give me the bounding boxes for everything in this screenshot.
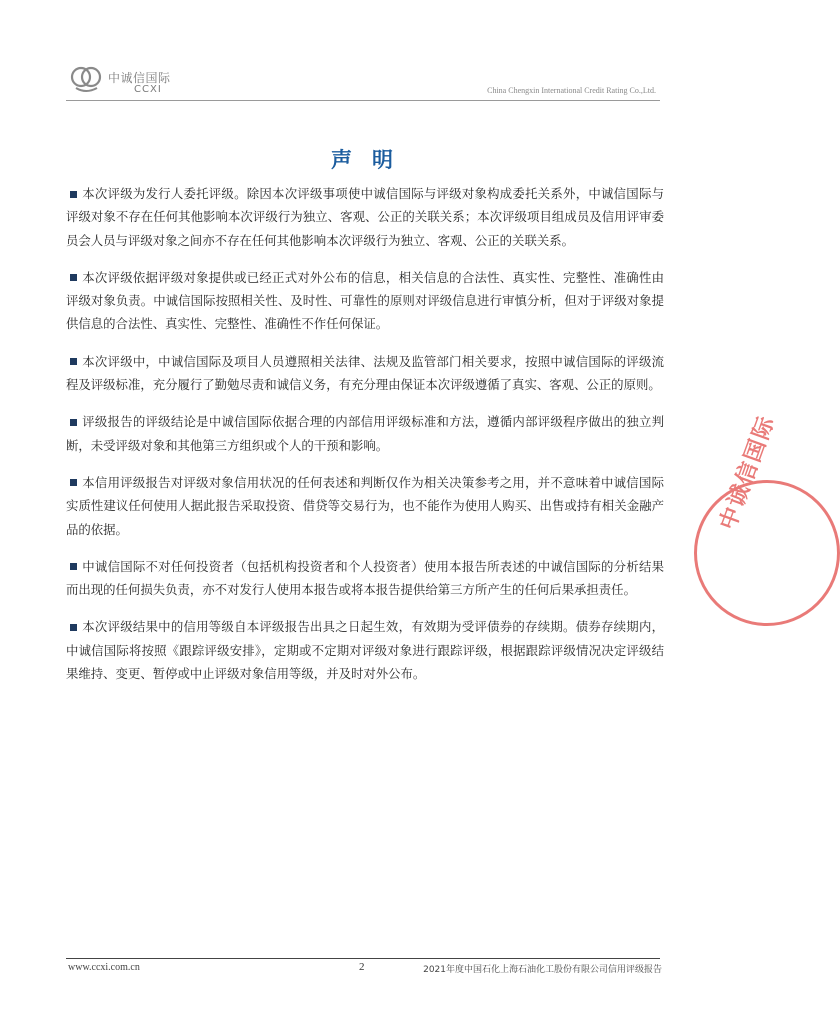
paragraph-text: 本次评级为发行人委托评级。除因本次评级事项使中诚信国际与评级对象构成委托关系外，中诚信国际与评级对象不存在任何其他影响本次评级行为独立、客观、公正的关联关系；本次评级项目组成员及信用评审委员会人员与评级对象之间亦不存在任何其他影响本次评级行为独立、客观、公正的关联关系。 [66,186,664,248]
footer-divider [66,958,660,959]
declaration-paragraph [66,266,664,336]
ccxi-logo [70,62,180,98]
paragraph-text: 本次评级中，中诚信国际及项目人员遵照相关法律、法规及监管部门相关要求，按照中诚信国际的评级流程及评级标准，充分履行了勤勉尽责和诚信义务，有充分理由保证本次评级遵循了真实、客观、公正的原则。 [66,353,664,393]
declaration-paragraph [66,555,664,602]
square-bullet-icon [70,419,77,426]
logo-english-name: CCXI [134,84,162,95]
footer-report-title: 2021年度中国石化上海石油化工股份有限公司信用评级报告 [423,965,662,975]
declaration-paragraph [66,471,664,541]
page-number: 2 [359,961,365,973]
page-header [66,62,660,102]
square-bullet-icon [70,563,77,570]
ccxi-logo-icon [70,64,104,94]
square-bullet-icon [70,274,77,281]
paragraph-text: 本次评级结果中的信用等级自本评级报告出具之日起生效，有效期为受评债券的存续期。债券存续期内，中诚信国际将按照《跟踪评级安排》，定期或不定期对评级对象进行跟踪评级，根据跟踪评级情况决定评级结果维持、变更、暂停或中止评级对象信用等级，并及时对外公布。 [66,619,664,682]
seal-text: 中诚信国际 [715,411,781,534]
declaration-body [66,182,664,699]
company-seal [694,411,840,626]
declaration-paragraph [66,350,664,397]
paragraph-text: 评级报告的评级结论是中诚信国际依据合理的内部信用评级标准和方法，遵循内部评级程序做出的独立判断，未受评级对象和其他第三方组织或个人的干预和影响。 [66,414,664,453]
logo-chinese-name: 中诚信国际 [108,71,171,85]
header-divider [66,100,660,101]
paragraph-text: 本信用评级报告对评级对象信用状况的任何表述和判断仅作为相关决策参考之用，并不意味着中诚信国际实质性建议任何使用人据此报告采取投资、借贷等交易行为，也不能作为使用人购买、出售或持有相关金融产品的依据。 [66,474,664,537]
square-bullet-icon [70,479,77,486]
page-title: 声明 [331,148,413,172]
square-bullet-icon [70,358,77,365]
declaration-paragraph [66,615,664,685]
footer-website: www.ccxi.com.cn [68,962,140,973]
declaration-paragraph [66,410,664,457]
declaration-paragraph [66,182,664,252]
paragraph-text: 中诚信国际不对任何投资者（包括机构投资者和个人投资者）使用本报告所表述的中诚信国际的分析结果而出现的任何损失负责，亦不对发行人使用本报告或将本报告提供给第三方所产生的任何后果承担责任。 [66,558,664,598]
square-bullet-icon [70,624,77,631]
square-bullet-icon [70,191,77,198]
company-english-name: China Chengxin International Credit Rating Co.,Ltd. [487,86,656,95]
paragraph-text: 本次评级依据评级对象提供或已经正式对外公布的信息，相关信息的合法性、真实性、完整性、准确性由评级对象负责。中诚信国际按照相关性、及时性、可靠性的原则对评级信息进行审慎分析，但对于评级对象提供信息的合法性、真实性、完整性、准确性不作任何保证。 [66,269,664,332]
